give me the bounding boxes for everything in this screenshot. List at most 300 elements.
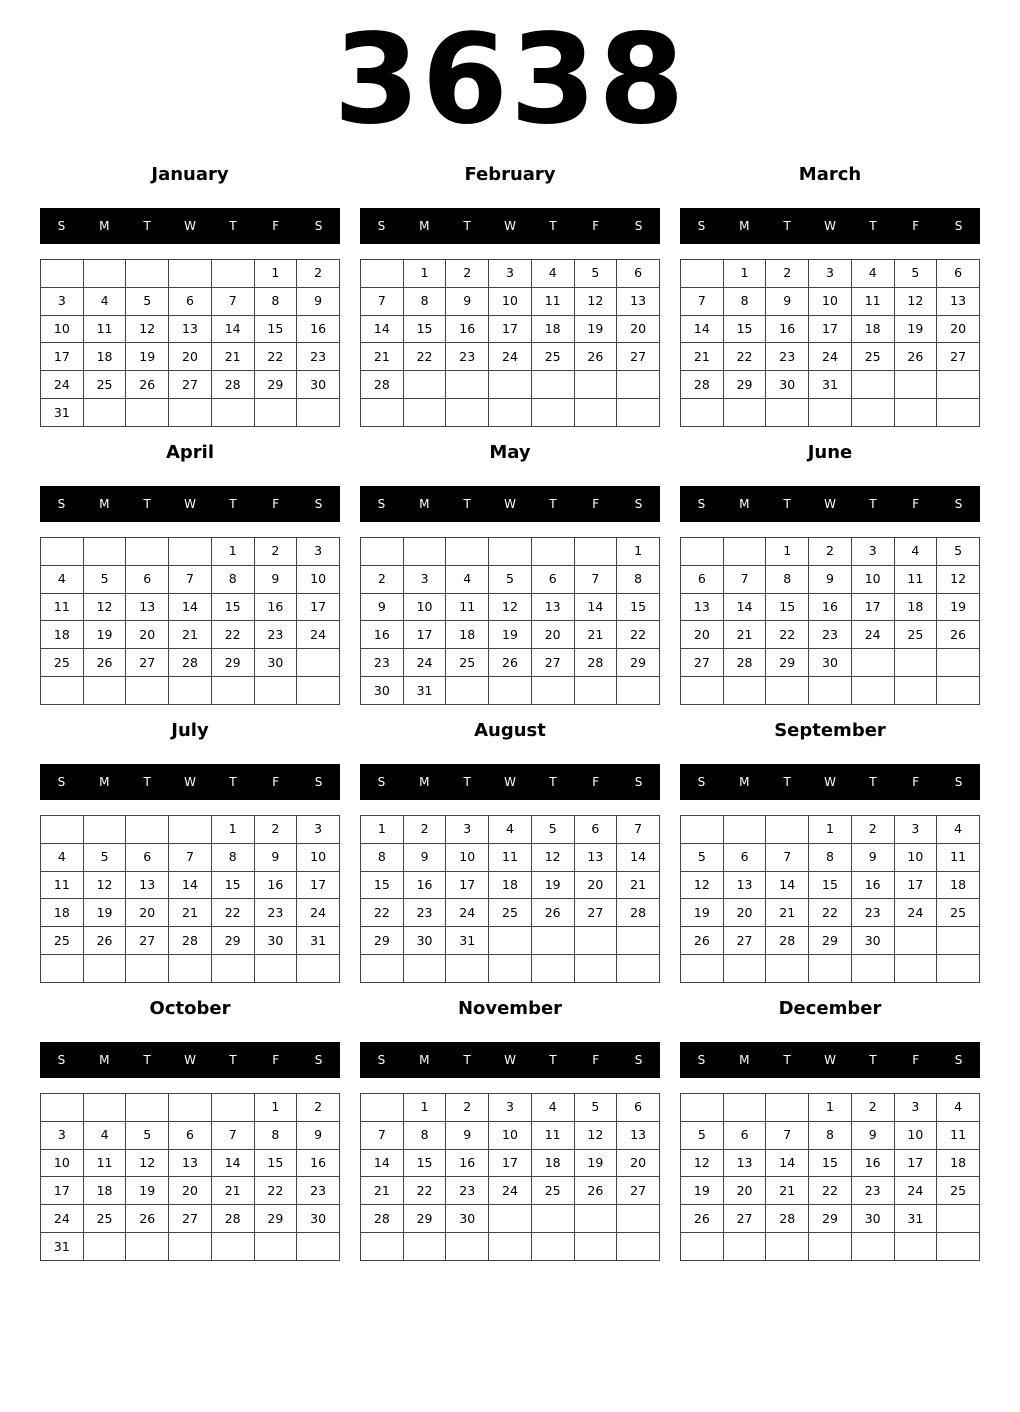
day-cell: 7 — [211, 287, 254, 315]
day-cell: 2 — [446, 1094, 489, 1122]
weekday-label: T — [783, 497, 791, 511]
day-cell: 27 — [169, 371, 212, 399]
day-cell: 11 — [83, 315, 126, 343]
weekday-label: W — [504, 219, 516, 233]
weekday-header — [40, 764, 340, 800]
day-cell — [403, 1233, 446, 1261]
day-cell: 27 — [574, 899, 617, 927]
week-row — [681, 649, 980, 677]
day-cell: 1 — [254, 1094, 297, 1122]
day-cell: 14 — [723, 593, 766, 621]
day-cell: 29 — [211, 927, 254, 955]
day-cell — [169, 260, 212, 288]
day-cell: 7 — [361, 1121, 404, 1149]
day-cell — [937, 649, 980, 677]
day-cell: 3 — [894, 816, 937, 844]
day-cell — [681, 1233, 724, 1261]
day-cell: 28 — [211, 371, 254, 399]
day-cell: 10 — [489, 287, 532, 315]
day-cell: 24 — [446, 899, 489, 927]
week-row — [41, 260, 340, 288]
day-cell: 22 — [254, 343, 297, 371]
weekday-label: T — [869, 219, 877, 233]
day-cell — [937, 371, 980, 399]
day-cell: 29 — [211, 649, 254, 677]
day-cell: 6 — [617, 260, 660, 288]
day-cell — [937, 399, 980, 427]
day-cell: 10 — [489, 1121, 532, 1149]
day-cell: 12 — [574, 287, 617, 315]
day-cell — [531, 1233, 574, 1261]
day-cell — [83, 1094, 126, 1122]
weekday-label: F — [912, 497, 920, 511]
day-cell: 10 — [297, 565, 340, 593]
week-row — [361, 871, 660, 899]
day-cell: 5 — [937, 538, 980, 566]
weekday-label: S — [954, 219, 963, 233]
week-row — [361, 1149, 660, 1177]
day-cell — [723, 955, 766, 983]
day-grid — [40, 537, 340, 705]
weekday-header — [680, 764, 980, 800]
day-cell — [574, 538, 617, 566]
day-cell: 19 — [574, 315, 617, 343]
day-cell: 27 — [723, 927, 766, 955]
month-name: July — [171, 720, 209, 741]
weekday-label: M — [739, 1053, 750, 1067]
week-row — [681, 1205, 980, 1233]
week-row — [681, 343, 980, 371]
day-cell: 9 — [297, 287, 340, 315]
weekday-label: W — [504, 497, 516, 511]
day-cell: 10 — [809, 287, 852, 315]
day-cell: 17 — [297, 871, 340, 899]
day-cell — [446, 677, 489, 705]
day-cell — [681, 677, 724, 705]
day-cell: 8 — [809, 843, 852, 871]
day-cell — [809, 399, 852, 427]
week-row — [681, 871, 980, 899]
day-cell: 21 — [681, 343, 724, 371]
month-name: October — [149, 998, 231, 1019]
weekday-label: M — [419, 497, 430, 511]
day-cell: 2 — [403, 816, 446, 844]
day-cell: 17 — [894, 871, 937, 899]
weekday-label: T — [463, 1053, 471, 1067]
week-row — [41, 565, 340, 593]
day-cell: 18 — [851, 315, 894, 343]
day-cell: 21 — [211, 343, 254, 371]
weekday-label: F — [272, 775, 280, 789]
day-cell: 13 — [169, 1149, 212, 1177]
weekday-label: T — [869, 1053, 877, 1067]
day-cell: 4 — [937, 1094, 980, 1122]
week-row — [681, 371, 980, 399]
weekday-label: T — [229, 1053, 237, 1067]
day-cell — [766, 677, 809, 705]
weekday-label: M — [419, 219, 430, 233]
weekday-label: S — [954, 497, 963, 511]
week-row — [41, 1233, 340, 1261]
week-row — [41, 871, 340, 899]
day-cell: 24 — [297, 899, 340, 927]
day-cell: 9 — [403, 843, 446, 871]
day-cell — [83, 677, 126, 705]
day-cell: 31 — [297, 927, 340, 955]
day-cell: 10 — [894, 1121, 937, 1149]
day-cell — [169, 816, 212, 844]
day-cell: 2 — [254, 816, 297, 844]
weekday-label: S — [314, 497, 323, 511]
day-cell — [211, 1233, 254, 1261]
day-cell — [617, 1205, 660, 1233]
day-cell: 6 — [574, 816, 617, 844]
day-cell — [766, 816, 809, 844]
day-cell: 16 — [446, 1149, 489, 1177]
day-cell — [617, 371, 660, 399]
day-cell: 13 — [531, 593, 574, 621]
day-cell: 14 — [361, 315, 404, 343]
day-cell: 18 — [446, 621, 489, 649]
day-cell: 19 — [83, 899, 126, 927]
week-row — [361, 1233, 660, 1261]
week-row — [681, 816, 980, 844]
day-cell: 3 — [894, 1094, 937, 1122]
day-cell: 13 — [126, 871, 169, 899]
day-cell: 13 — [574, 843, 617, 871]
week-row — [361, 343, 660, 371]
day-cell — [83, 399, 126, 427]
day-cell — [446, 538, 489, 566]
day-cell: 13 — [937, 287, 980, 315]
day-cell: 17 — [894, 1149, 937, 1177]
day-cell — [894, 649, 937, 677]
weekday-header — [360, 764, 660, 800]
weekday-label: S — [697, 775, 706, 789]
day-cell: 20 — [617, 315, 660, 343]
day-cell — [169, 955, 212, 983]
weekday-label: W — [184, 497, 196, 511]
day-cell: 15 — [766, 593, 809, 621]
day-cell: 22 — [254, 1177, 297, 1205]
day-cell — [681, 399, 724, 427]
day-cell: 16 — [297, 1149, 340, 1177]
day-cell: 25 — [446, 649, 489, 677]
day-cell — [446, 1233, 489, 1261]
weekday-label: W — [824, 219, 836, 233]
day-cell: 28 — [681, 371, 724, 399]
day-cell: 10 — [41, 315, 84, 343]
day-cell: 8 — [809, 1121, 852, 1149]
day-cell — [574, 1233, 617, 1261]
day-cell: 23 — [809, 621, 852, 649]
weekday-label: F — [912, 219, 920, 233]
day-cell: 4 — [531, 260, 574, 288]
day-cell — [361, 955, 404, 983]
week-row — [361, 287, 660, 315]
week-row — [41, 371, 340, 399]
day-cell: 11 — [41, 593, 84, 621]
week-row — [361, 677, 660, 705]
day-cell: 20 — [126, 899, 169, 927]
day-cell — [851, 399, 894, 427]
weekday-label: T — [549, 1053, 557, 1067]
day-cell — [766, 1233, 809, 1261]
day-cell: 8 — [723, 287, 766, 315]
day-cell: 20 — [617, 1149, 660, 1177]
day-cell: 28 — [211, 1205, 254, 1233]
weekday-label: T — [143, 775, 151, 789]
day-cell: 19 — [681, 1177, 724, 1205]
day-cell — [403, 955, 446, 983]
day-cell: 10 — [851, 565, 894, 593]
day-cell: 5 — [681, 843, 724, 871]
day-cell: 30 — [766, 371, 809, 399]
day-cell — [297, 1233, 340, 1261]
weekday-label: S — [377, 775, 386, 789]
day-cell: 2 — [809, 538, 852, 566]
day-grid — [680, 259, 980, 427]
month-name: June — [807, 442, 853, 463]
day-cell — [41, 538, 84, 566]
day-cell — [723, 677, 766, 705]
day-cell: 24 — [851, 621, 894, 649]
day-cell: 26 — [681, 927, 724, 955]
day-cell — [211, 955, 254, 983]
weekday-label: M — [739, 775, 750, 789]
day-cell — [403, 371, 446, 399]
day-cell: 15 — [211, 593, 254, 621]
day-cell — [851, 649, 894, 677]
day-cell — [126, 538, 169, 566]
day-cell: 4 — [41, 843, 84, 871]
day-cell: 1 — [766, 538, 809, 566]
day-cell: 30 — [809, 649, 852, 677]
day-cell: 27 — [531, 649, 574, 677]
day-cell: 25 — [937, 1177, 980, 1205]
week-row — [681, 1094, 980, 1122]
weekday-header — [360, 208, 660, 244]
day-cell: 24 — [894, 1177, 937, 1205]
day-grid — [360, 815, 660, 983]
week-row — [41, 287, 340, 315]
day-cell: 17 — [297, 593, 340, 621]
day-cell — [169, 677, 212, 705]
weekday-label: W — [184, 219, 196, 233]
day-cell: 5 — [894, 260, 937, 288]
day-cell — [297, 649, 340, 677]
day-cell: 21 — [574, 621, 617, 649]
day-cell: 14 — [766, 871, 809, 899]
day-cell: 15 — [403, 315, 446, 343]
day-cell: 27 — [126, 927, 169, 955]
day-cell: 9 — [254, 565, 297, 593]
weekday-label: T — [783, 1053, 791, 1067]
day-cell — [403, 538, 446, 566]
day-cell — [126, 1094, 169, 1122]
weekday-label: W — [824, 1053, 836, 1067]
day-grid — [360, 259, 660, 427]
day-cell: 30 — [446, 1205, 489, 1233]
weekday-label: M — [739, 219, 750, 233]
day-cell: 17 — [489, 315, 532, 343]
day-cell: 11 — [531, 1121, 574, 1149]
day-cell: 19 — [489, 621, 532, 649]
day-cell: 18 — [531, 1149, 574, 1177]
day-cell: 30 — [851, 1205, 894, 1233]
day-cell: 7 — [574, 565, 617, 593]
day-cell: 11 — [83, 1149, 126, 1177]
day-cell: 5 — [83, 843, 126, 871]
day-cell — [937, 927, 980, 955]
day-cell: 15 — [361, 871, 404, 899]
weekday-label: S — [377, 219, 386, 233]
day-cell: 30 — [297, 371, 340, 399]
weekday-label: T — [463, 775, 471, 789]
day-cell: 5 — [681, 1121, 724, 1149]
day-cell: 1 — [403, 260, 446, 288]
day-cell: 26 — [574, 343, 617, 371]
day-cell: 2 — [297, 1094, 340, 1122]
day-cell — [83, 816, 126, 844]
day-cell: 18 — [83, 343, 126, 371]
day-cell: 31 — [894, 1205, 937, 1233]
day-cell — [446, 955, 489, 983]
day-cell: 8 — [361, 843, 404, 871]
weekday-header — [360, 486, 660, 522]
week-row — [361, 621, 660, 649]
day-cell: 11 — [851, 287, 894, 315]
day-cell: 3 — [297, 816, 340, 844]
day-cell: 4 — [41, 565, 84, 593]
day-cell: 25 — [83, 1205, 126, 1233]
day-cell: 7 — [723, 565, 766, 593]
weekday-label: F — [592, 219, 600, 233]
day-cell: 16 — [403, 871, 446, 899]
day-cell: 9 — [446, 287, 489, 315]
day-cell: 26 — [489, 649, 532, 677]
day-cell — [403, 399, 446, 427]
week-row — [681, 399, 980, 427]
week-row — [361, 593, 660, 621]
day-cell: 11 — [531, 287, 574, 315]
day-cell: 16 — [446, 315, 489, 343]
day-cell: 26 — [574, 1177, 617, 1205]
day-cell: 16 — [809, 593, 852, 621]
day-cell: 30 — [361, 677, 404, 705]
day-cell: 5 — [489, 565, 532, 593]
day-cell: 12 — [531, 843, 574, 871]
day-cell: 29 — [403, 1205, 446, 1233]
weekday-label: T — [229, 775, 237, 789]
day-cell — [211, 260, 254, 288]
day-cell — [211, 1094, 254, 1122]
day-cell — [446, 371, 489, 399]
day-cell — [169, 538, 212, 566]
month-name: March — [798, 164, 862, 185]
day-cell: 22 — [617, 621, 660, 649]
day-cell: 26 — [531, 899, 574, 927]
weekday-label: W — [824, 775, 836, 789]
day-cell: 6 — [681, 565, 724, 593]
day-cell: 2 — [446, 260, 489, 288]
day-cell: 29 — [254, 1205, 297, 1233]
day-cell: 16 — [851, 1149, 894, 1177]
day-cell: 1 — [211, 816, 254, 844]
day-cell: 2 — [851, 1094, 894, 1122]
day-cell — [723, 816, 766, 844]
day-cell: 19 — [126, 1177, 169, 1205]
day-cell: 18 — [41, 899, 84, 927]
weekday-label: S — [57, 219, 66, 233]
day-cell: 20 — [574, 871, 617, 899]
week-row — [361, 1177, 660, 1205]
day-cell — [169, 1233, 212, 1261]
day-cell: 12 — [83, 871, 126, 899]
day-cell: 21 — [766, 1177, 809, 1205]
day-cell: 3 — [446, 816, 489, 844]
day-cell: 29 — [361, 927, 404, 955]
week-row — [41, 1177, 340, 1205]
day-cell: 14 — [681, 315, 724, 343]
day-cell: 20 — [531, 621, 574, 649]
day-cell: 22 — [211, 899, 254, 927]
day-cell — [211, 399, 254, 427]
day-cell: 14 — [617, 843, 660, 871]
week-row — [361, 927, 660, 955]
day-cell: 10 — [894, 843, 937, 871]
day-cell: 25 — [531, 1177, 574, 1205]
day-cell: 28 — [169, 649, 212, 677]
day-cell — [531, 955, 574, 983]
day-cell: 17 — [41, 343, 84, 371]
day-cell: 22 — [403, 1177, 446, 1205]
day-cell: 7 — [681, 287, 724, 315]
weekday-label: M — [419, 775, 430, 789]
day-cell: 16 — [766, 315, 809, 343]
weekday-label: S — [314, 219, 323, 233]
day-cell — [361, 260, 404, 288]
day-cell: 11 — [937, 843, 980, 871]
day-cell: 11 — [937, 1121, 980, 1149]
week-row — [41, 399, 340, 427]
day-cell: 4 — [83, 287, 126, 315]
day-cell: 20 — [126, 621, 169, 649]
day-cell: 12 — [83, 593, 126, 621]
weekday-label: T — [549, 775, 557, 789]
day-cell: 2 — [297, 260, 340, 288]
day-cell: 21 — [723, 621, 766, 649]
week-row — [681, 287, 980, 315]
weekday-label: F — [592, 497, 600, 511]
day-cell: 31 — [809, 371, 852, 399]
day-cell — [489, 1205, 532, 1233]
weekday-header — [680, 208, 980, 244]
day-cell: 7 — [766, 843, 809, 871]
day-cell: 21 — [361, 343, 404, 371]
day-cell: 24 — [489, 343, 532, 371]
month-name: May — [489, 442, 531, 463]
day-cell: 4 — [83, 1121, 126, 1149]
day-cell: 7 — [169, 843, 212, 871]
day-cell: 25 — [41, 927, 84, 955]
day-cell: 19 — [574, 1149, 617, 1177]
day-cell: 27 — [169, 1205, 212, 1233]
day-cell: 23 — [297, 1177, 340, 1205]
day-cell: 4 — [851, 260, 894, 288]
day-cell — [126, 399, 169, 427]
day-cell: 10 — [446, 843, 489, 871]
